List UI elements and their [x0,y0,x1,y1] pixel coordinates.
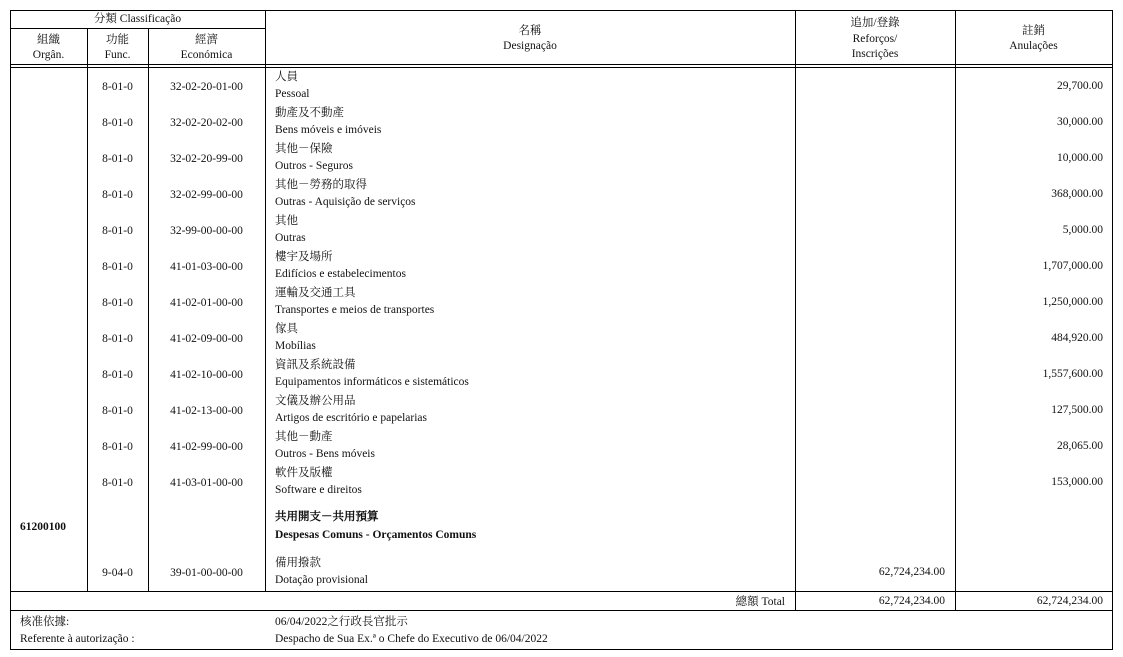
row-econ-code: 41-03-01-00-00 [170,477,243,489]
row-func-code: 8-01-0 [102,189,133,201]
row-func-code: 8-01-0 [102,81,133,93]
row-func-code: 8-01-0 [102,261,133,273]
row-name-zh: 樓宇及場所 [275,251,333,263]
provision-func: 9-04-0 [102,567,133,579]
header-econ-zh: 經濟 [195,34,218,46]
row-econ-code: 41-02-01-00-00 [170,297,243,309]
total-annul: 62,724,234.00 [1036,595,1103,607]
row-func-code: 8-01-0 [102,441,133,453]
footer-basis-pt: Referente à autorização : [20,633,135,645]
header-annul-zh: 註銷 [1022,25,1045,37]
row-name-zh: 人員 [275,71,298,83]
row-name-pt: Artigos de escritório e papelarias [275,412,427,424]
total-reinforce: 62,724,234.00 [878,595,945,607]
header-econ-pt: Económica [180,49,233,61]
row-annul: 29,700.00 [1057,80,1103,92]
section-title-zh: 共用開支－共用預算 [275,511,379,523]
footer-dispatch-pt: Despacho de Sua Ex.ª o Chefe do Executivo de 06/04/2022 [275,633,548,645]
header-organ-pt: Orgân. [32,49,65,61]
row-annul: 1,250,000.00 [1042,296,1103,308]
header-reinforce-zh: 追加/登錄 [850,17,900,29]
row-econ-code: 41-01-03-00-00 [170,261,243,273]
header-organ-zh: 組織 [37,34,60,46]
provision-econ: 39-01-00-00-00 [170,567,243,579]
row-name-zh: 傢具 [275,323,298,335]
row-annul: 30,000.00 [1057,116,1103,128]
row-name-zh: 軟件及版權 [275,467,333,479]
row-annul: 10,000.00 [1057,152,1103,164]
row-name-zh: 資訊及系統設備 [275,359,356,371]
row-func-code: 8-01-0 [102,333,133,345]
row-name-pt: Outros - Bens móveis [275,448,375,460]
header-annul-pt: Anulações [1009,40,1058,52]
footer-basis-zh: 核准依據: [20,616,70,628]
total-label: 總額 Total [735,596,785,608]
header-reinforce-pt1: Reforços/ [852,33,898,45]
row-name-pt: Transportes e meios de transportes [275,304,435,316]
row-name-zh: 其他－動產 [275,431,333,443]
row-name-pt: Software e direitos [275,484,362,496]
row-name-zh: 其他 [275,215,298,227]
row-name-zh: 其他－保險 [275,143,333,155]
row-econ-code: 32-02-20-01-00 [170,81,243,93]
row-annul: 28,065.00 [1057,440,1103,452]
section-title-pt: Despesas Comuns - Orçamentos Comuns [275,529,477,541]
row-name-zh: 運輸及交通工具 [275,287,356,299]
row-func-code: 8-01-0 [102,153,133,165]
row-name-zh: 其他－勞務的取得 [275,179,367,191]
row-name-pt: Pessoal [275,88,310,100]
row-func-code: 8-01-0 [102,225,133,237]
section-organ-code: 61200100 [20,521,66,533]
row-annul: 153,000.00 [1051,476,1103,488]
row-econ-code: 32-02-20-99-00 [170,153,243,165]
row-name-pt: Edifícios e estabelecimentos [275,268,406,280]
row-name-pt: Bens móveis e imóveis [275,124,382,136]
header-name-zh: 名稱 [518,25,542,37]
row-econ-code: 32-02-99-00-00 [170,189,243,201]
row-econ-code: 41-02-99-00-00 [170,441,243,453]
row-name-zh: 動產及不動產 [275,107,344,119]
row-func-code: 8-01-0 [102,477,133,489]
row-annul: 1,707,000.00 [1042,260,1103,272]
header-classification: 分類 Classificação [93,13,182,25]
header-name-pt: Designação [503,40,557,52]
header-reinforce-pt2: Inscrições [851,48,899,60]
row-func-code: 8-01-0 [102,297,133,309]
row-annul: 368,000.00 [1051,188,1103,200]
row-name-pt: Mobílias [275,340,316,352]
row-name-zh: 文儀及辦公用品 [275,395,356,407]
row-func-code: 8-01-0 [102,405,133,417]
row-name-pt: Outras [275,232,306,244]
provision-name-zh: 備用撥款 [275,557,321,569]
row-name-pt: Outras - Aquisição de serviços [275,196,416,208]
row-econ-code: 41-02-09-00-00 [170,333,243,345]
row-annul: 1,557,600.00 [1042,368,1103,380]
header-func-zh: 功能 [106,34,129,46]
row-name-pt: Equipamentos informáticos e sistemáticos [275,376,469,388]
row-econ-code: 41-02-13-00-00 [170,405,243,417]
row-econ-code: 32-99-00-00-00 [170,225,243,237]
row-econ-code: 41-02-10-00-00 [170,369,243,381]
footer-dispatch-zh: 06/04/2022之行政長官批示 [275,616,408,628]
row-name-pt: Outros - Seguros [275,160,353,172]
provision-reinforce: 62,724,234.00 [878,566,945,578]
row-func-code: 8-01-0 [102,369,133,381]
row-annul: 484,920.00 [1051,332,1103,344]
row-annul: 5,000.00 [1062,224,1103,236]
row-func-code: 8-01-0 [102,117,133,129]
header-func-pt: Func. [104,49,131,61]
row-annul: 127,500.00 [1051,404,1103,416]
row-econ-code: 32-02-20-02-00 [170,117,243,129]
provision-name-pt: Dotação provisional [275,574,368,586]
